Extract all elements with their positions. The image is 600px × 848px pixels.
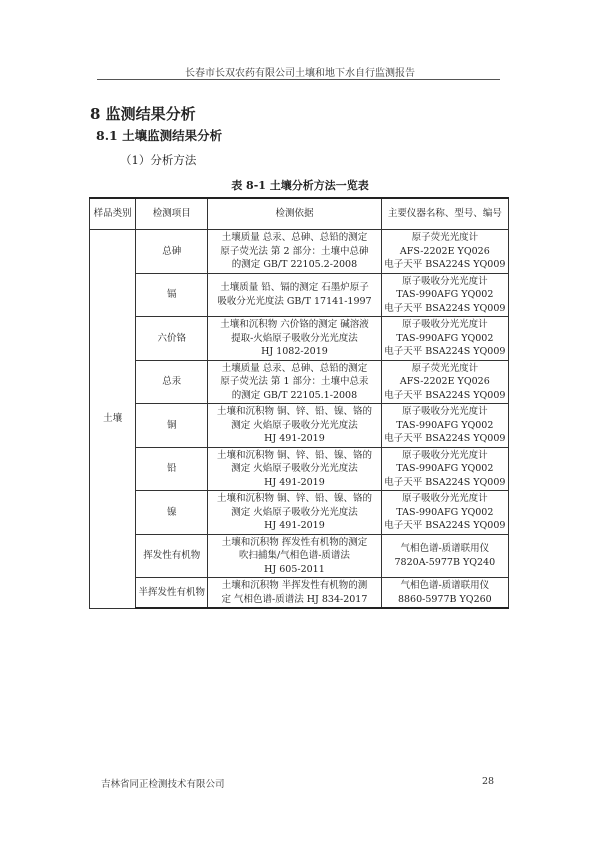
test-basis-line: 土壤和沉积物 半挥发性有机物的测 (221, 580, 368, 591)
test-basis-line: 原子荧光法 第 1 部分：土壤中总汞 (220, 376, 369, 387)
instrument-line: 气相色谱-质谱联用仪 (400, 580, 490, 591)
instrument-cell (381, 534, 508, 578)
test-basis-line: 土壤质量 铅、镉的测定 石墨炉原子 (220, 282, 369, 294)
table-caption: 表 8-1 土壤分析方法一览表 (231, 179, 369, 192)
instrument-line: 原子吸收分光光度计 (402, 493, 488, 504)
test-item-cell: 镍 (136, 491, 208, 535)
test-item-cell: 铜 (136, 404, 208, 448)
table-row (90, 491, 509, 535)
instrument-line: 原子吸收分光光度计 (402, 406, 488, 417)
analysis-methods-table (89, 197, 509, 609)
instrument-line: 电子天平 BSA224S YQ009 (384, 476, 506, 488)
instrument-line: 电子天平 BSA224S YQ009 (384, 433, 506, 444)
test-basis-cell (208, 404, 381, 448)
section-heading: 8 监测结果分析 (90, 105, 196, 123)
instrument-cell (381, 404, 508, 448)
table-row (90, 273, 509, 317)
column-header-category: 样品类别 (90, 198, 136, 230)
column-header-basis: 检测依据 (208, 198, 381, 230)
table-row (90, 534, 509, 578)
test-basis-cell (208, 578, 381, 609)
test-basis-line: HJ 605-2011 (264, 563, 325, 575)
test-basis-line: 吸收分光光度法 GB/T 17141-1997 (217, 295, 372, 307)
page-number: 28 (482, 776, 495, 787)
test-basis-line: HJ 491-2019 (264, 433, 325, 444)
test-basis-line: 测定 火焰原子吸收分光光度法 (231, 463, 358, 474)
instrument-line: 8860-5977B YQ260 (397, 593, 492, 605)
test-basis-cell (208, 491, 381, 535)
instrument-line: 原子荧光光度计 (411, 232, 479, 243)
instrument-line: TAS-990AFG YQ002 (396, 332, 494, 344)
table-body (90, 230, 509, 609)
instrument-line: 原子荧光光度计 (411, 362, 479, 374)
test-basis-line: 土壤质量 总汞、总砷、总铅的测定 (221, 362, 368, 374)
instrument-cell (381, 273, 508, 317)
test-basis-line: 提取-火焰原子吸收分光光度法 (231, 332, 358, 344)
instrument-cell (381, 447, 508, 491)
table-row (90, 447, 509, 491)
instrument-line: TAS-990AFG YQ002 (396, 506, 494, 518)
table-row (90, 360, 509, 404)
test-basis-line: 土壤质量 总汞、总砷、总铅的测定 (221, 232, 368, 243)
instrument-line: AFS-2202E YQ026 (399, 245, 490, 257)
instrument-cell (381, 317, 508, 361)
instrument-line: 电子天平 BSA224S YQ009 (384, 302, 506, 314)
test-basis-line: 测定 火焰原子吸收分光光度法 (231, 419, 358, 431)
instrument-line: 原子吸收分光光度计 (402, 319, 488, 330)
test-basis-line: 土壤和沉积物 铜、锌、铅、镍、铬的 (216, 406, 372, 417)
test-basis-cell (208, 534, 381, 578)
table-row (90, 230, 509, 274)
instrument-cell (381, 360, 508, 404)
table-row (90, 578, 509, 609)
test-basis-cell (208, 317, 381, 361)
table-row (90, 404, 509, 448)
test-basis-line: 土壤和沉积物 挥发性有机物的测定 (221, 536, 368, 548)
test-item-cell: 总汞 (136, 360, 208, 404)
test-basis-line: 测定 火焰原子吸收分光光度法 (231, 506, 358, 518)
column-header-instruments: 主要仪器名称、型号、编号 (381, 198, 508, 230)
test-basis-line: 吹扫捕集/气相色谱-质谱法 (239, 550, 350, 561)
test-basis-line: 土壤和沉积物 铜、锌、铅、镍、铬的 (216, 493, 372, 504)
subsubsection-heading: （1）分析方法 (120, 153, 197, 167)
instrument-line: 电子天平 BSA224S YQ009 (384, 259, 506, 270)
instrument-line: 电子天平 BSA224S YQ009 (384, 520, 506, 531)
test-basis-line: HJ 1082-2019 (261, 346, 328, 357)
test-basis-cell (208, 273, 381, 317)
page-header: 长春市长双农药有限公司土壤和地下水自行监测报告 (185, 68, 415, 79)
instrument-line: TAS-990AFG YQ002 (396, 289, 494, 300)
sample-category-cell: 土壤 (90, 230, 136, 609)
test-basis-cell (208, 447, 381, 491)
test-item-cell: 铅 (136, 447, 208, 491)
test-basis-line: 的测定 GB/T 22105.2-2008 (231, 259, 358, 270)
test-item-cell: 挥发性有机物 (136, 534, 208, 578)
instrument-line: TAS-990AFG YQ002 (396, 463, 494, 474)
test-item-cell: 半挥发性有机物 (136, 578, 208, 609)
instrument-cell (381, 578, 508, 609)
table-row (90, 317, 509, 361)
table-header-row (90, 198, 509, 230)
instrument-line: 原子吸收分光光度计 (402, 275, 488, 287)
instrument-line: 7820A-5977B YQ240 (394, 556, 496, 568)
instrument-cell (381, 230, 508, 274)
test-basis-line: 原子荧光法 第 2 部分：土壤中总砷 (220, 245, 369, 257)
instrument-line: 电子天平 BSA224S YQ009 (384, 346, 506, 357)
test-basis-line: 的测定 GB/T 22105.1-2008 (231, 389, 358, 401)
instrument-line: 原子吸收分光光度计 (402, 449, 488, 461)
test-basis-cell (208, 360, 381, 404)
footer-company: 吉林省同正检测技术有限公司 (101, 779, 225, 790)
test-basis-line: HJ 491-2019 (264, 476, 325, 488)
instrument-line: AFS-2202E YQ026 (399, 376, 490, 387)
instrument-line: TAS-990AFG YQ002 (396, 419, 494, 431)
test-basis-line: 土壤和沉积物 铜、锌、铅、镍、铬的 (216, 449, 372, 461)
column-header-item: 检测项目 (136, 198, 208, 230)
instrument-cell (381, 491, 508, 535)
test-item-cell: 六价铬 (136, 317, 208, 361)
header-divider (97, 79, 500, 80)
instrument-line: 气相色谱-质谱联用仪 (400, 543, 490, 555)
subsection-heading: 8.1 土壤监测结果分析 (96, 128, 223, 143)
test-item-cell: 总砷 (136, 230, 208, 274)
test-basis-cell (208, 230, 381, 274)
test-item-cell: 镉 (136, 273, 208, 317)
test-basis-line: 定 气相色谱-质谱法 HJ 834-2017 (221, 593, 368, 605)
instrument-line: 电子天平 BSA224S YQ009 (384, 389, 506, 401)
test-basis-line: 土壤和沉积物 六价铬的测定 碱溶液 (220, 319, 369, 330)
test-basis-line: HJ 491-2019 (264, 520, 325, 531)
